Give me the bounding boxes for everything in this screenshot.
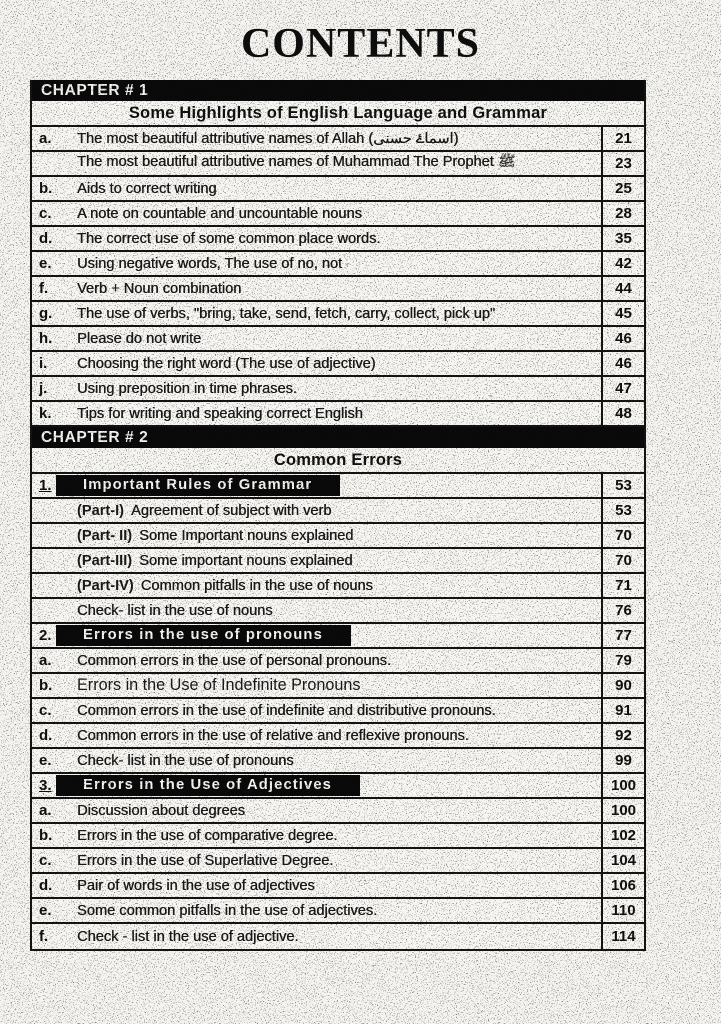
row-page-number: 102 [601,824,644,847]
row-title: (Part-III) Some important nouns explained [77,552,353,569]
row-page-number: 99 [601,749,644,772]
row-title: Using preposition in time phrases. [77,380,297,397]
row-label: j. [39,380,48,397]
row-title: Common errors in the use of indefinite and distributive pronouns. [77,702,496,719]
toc-row [32,524,644,549]
toc-row [32,574,644,599]
row-label: f. [39,928,49,945]
row-page-number: 42 [601,252,644,275]
toc-row [32,549,644,574]
toc-row [32,252,644,277]
row-title: The most beautiful attributive names of Muhammad The Prophet ﷺ [77,154,516,170]
row-page-number: 76 [601,599,644,622]
toc-row [32,152,644,177]
row-label: 2. [39,627,52,644]
toc-row [32,474,644,499]
toc-row [32,649,644,674]
row-title: Tips for writing and speaking correct English [77,405,363,422]
row-title [56,625,601,646]
row-title: A note on countable and uncountable nouns [77,205,362,222]
row-label: d. [39,230,53,247]
row-title: Using negative words, The use of no, not [77,255,343,272]
row-label: f. [39,280,49,297]
part-label: (Part-IV) [77,577,134,594]
row-page-number: 100 [601,799,644,822]
row-page-number: 77 [601,624,644,647]
toc-row [32,724,644,749]
chapter-1-subtitle: Some Highlights of English Language and Grammar [32,101,644,127]
row-page-number: 47 [601,377,644,400]
row-page-number: 79 [601,649,644,672]
toc-row [32,924,644,949]
page-title: CONTENTS [240,21,481,67]
row-title: Please do not write [77,330,202,347]
toc-row [32,499,644,524]
row-title: Choosing the right word (The use of adjective) [77,355,376,372]
chapter-2-bar: CHAPTER # 2 [32,427,644,448]
row-label: d. [39,727,53,744]
chapter-2-subtitle: Common Errors [32,448,644,474]
toc-row [32,849,644,874]
toc-row [32,227,644,252]
row-label: i. [39,355,48,372]
row-title: Discussion about degrees [77,802,245,819]
row-title [56,775,601,796]
row-title: The most beautiful attributive names of Allah (اسماۓ حسنی) [77,131,459,147]
row-label: b. [39,677,53,694]
toc-row [32,402,644,427]
row-label: e. [39,255,52,272]
row-label: d. [39,877,53,894]
toc-row [32,824,644,849]
row-label: c. [39,852,52,869]
row-title-highlight: Errors in the use of pronouns [56,625,351,646]
row-page-number: 104 [601,849,644,872]
toc-row [32,302,644,327]
toc-row [32,177,644,202]
toc-row [32,377,644,402]
row-title: Check- list in the use of nouns [77,602,273,619]
row-page-number: 100 [601,774,644,797]
row-title: Some common pitfalls in the use of adjectives. [77,902,378,919]
toc-row [32,127,644,152]
row-title: Check - list in the use of adjective. [77,928,299,945]
row-label: e. [39,902,52,919]
row-page-number: 46 [601,352,644,375]
row-page-number: 106 [601,874,644,897]
contents-table [30,80,646,951]
toc-row [32,277,644,302]
row-label: c. [39,205,52,222]
row-page-number: 70 [601,524,644,547]
row-title: (Part-IV) Common pitfalls in the use of nouns [77,577,373,594]
row-page-number: 110 [601,899,644,922]
row-label: c. [39,702,52,719]
toc-row [32,599,644,624]
row-label: a. [39,802,52,819]
row-page-number: 23 [601,152,644,175]
row-title: (Part- II) Some Important nouns explained [77,527,354,544]
row-page-number: 71 [601,574,644,597]
row-label: 1. [39,477,52,494]
toc-row [32,674,644,699]
toc-row [32,774,644,799]
row-title: Common errors in the use of personal pronouns. [77,652,391,669]
row-title: Errors in the Use of Indefinite Pronouns [77,676,361,694]
row-title-highlight: Important Rules of Grammar [56,475,340,496]
row-page-number: 53 [601,499,644,522]
row-title-highlight: Errors in the Use of Adjectives [56,775,360,796]
row-page-number: 91 [601,699,644,722]
toc-row [32,624,644,649]
toc-row [32,799,644,824]
row-label: g. [39,305,53,322]
row-title: (Part-I) Agreement of subject with verb [77,502,332,519]
toc-row [32,899,644,924]
row-title [56,475,601,496]
row-page-number: 114 [601,924,644,949]
row-page-number: 90 [601,674,644,697]
row-page-number: 45 [601,302,644,325]
row-label: b. [39,827,53,844]
row-label: h. [39,330,53,347]
row-title: Verb + Noun combination [77,280,242,297]
row-title: Check- list in the use of pronouns [77,752,294,769]
row-page-number: 35 [601,227,644,250]
part-label: (Part- II) [77,527,133,544]
row-label: k. [39,405,52,422]
part-label: (Part-I) [77,502,125,519]
toc-row [32,699,644,724]
row-title: The correct use of some common place words. [77,230,381,247]
row-label: 3. [39,777,52,794]
row-page-number: 48 [601,402,644,425]
row-page-number: 44 [601,277,644,300]
toc-row [32,749,644,774]
toc-row [32,327,644,352]
row-title: Common errors in the use of relative and reflexive pronouns. [77,727,469,744]
row-label: a. [39,130,52,147]
toc-row [32,202,644,227]
row-title: Errors in the use of comparative degree. [77,827,338,844]
part-label: (Part-III) [77,552,133,569]
row-title: The use of verbs, "bring, take, send, fetch, carry, collect, pick up" [77,305,496,322]
row-label: e. [39,752,52,769]
row-title: Pair of words in the use of adjectives [77,877,315,894]
row-page-number: 21 [601,127,644,150]
row-page-number: 53 [601,474,644,497]
chapter-1-bar: CHAPTER # 1 [32,80,644,101]
row-title: Aids to correct writing [77,180,217,197]
row-label: a. [39,652,52,669]
row-title: Errors in the use of Superlative Degree. [77,852,334,869]
row-label: b. [39,180,53,197]
row-page-number: 92 [601,724,644,747]
row-page-number: 70 [601,549,644,572]
row-page-number: 28 [601,202,644,225]
toc-row [32,874,644,899]
row-page-number: 46 [601,327,644,350]
row-page-number: 25 [601,177,644,200]
toc-row [32,352,644,377]
